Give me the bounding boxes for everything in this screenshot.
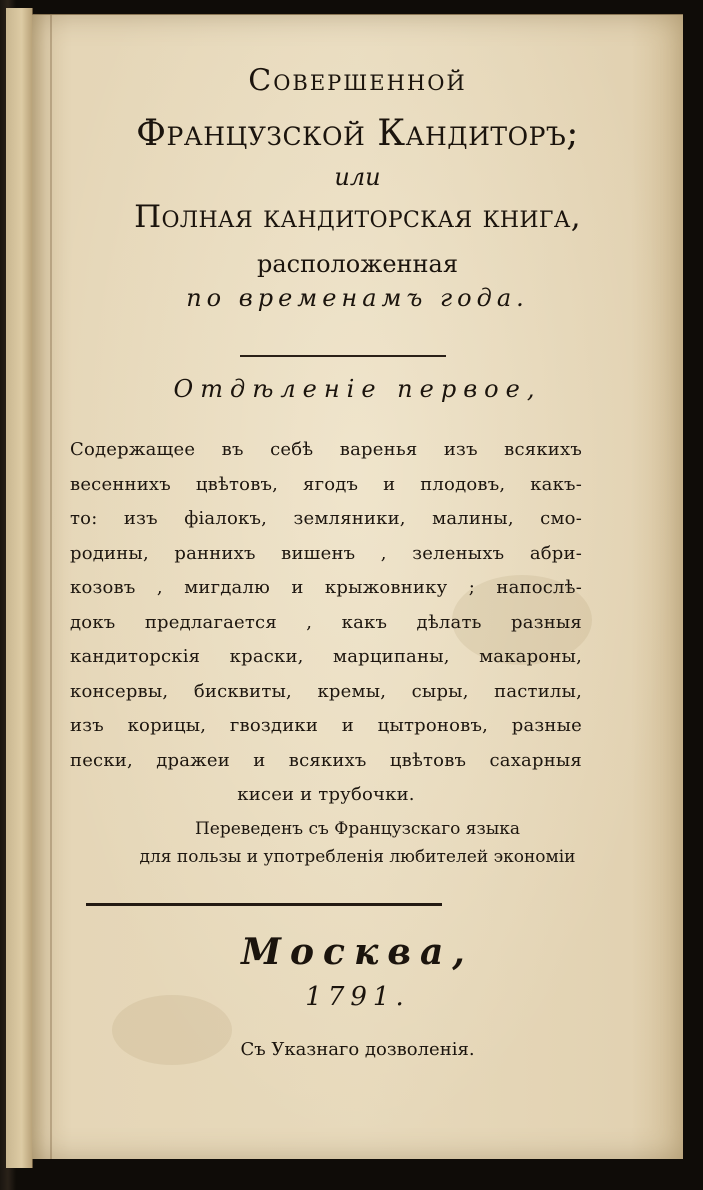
description-line: весеннихъ цвѣтовъ, ягодъ и плодовъ, какъ- — [70, 473, 582, 495]
description-line: козовъ , мигдалю и крыжовнику ; напослѣ- — [70, 577, 582, 598]
translation-note — [32, 815, 683, 871]
section-description — [70, 433, 582, 813]
title-block — [32, 61, 683, 315]
translation-line-2: для пользы и употребленія любителей экономіи — [139, 847, 576, 867]
title-line-4: Полная кандиторская книга, — [134, 199, 581, 235]
long-divider — [86, 903, 442, 906]
previous-page-edge — [6, 8, 33, 1168]
translation-line-1: Переведенъ съ Французскаго языка — [194, 819, 521, 839]
description-line: докъ предлагается , какъ дѣлать разныя — [70, 611, 582, 633]
title-line-1: Совершенной — [248, 63, 467, 98]
title-line-2: Французской Кандиторъ; — [136, 113, 579, 154]
description-line: Содержащее въ себѣ варенья изъ всякихъ — [70, 439, 582, 460]
title-line-6: по временамъ года. — [186, 284, 529, 312]
title-page — [32, 14, 683, 1159]
description-line: пески, дражеи и всякихъ цвѣтовъ сахарныя — [70, 749, 582, 771]
description-line: родины, раннихъ вишенъ , зеленыхъ абри- — [70, 542, 582, 564]
description-line: кисеи и трубочки. — [237, 784, 415, 805]
imprint-city: Москва, — [241, 931, 474, 973]
title-line-5: расположенная — [257, 250, 458, 278]
imprint — [32, 927, 683, 1065]
title-line-3: или — [334, 163, 381, 191]
short-divider — [240, 355, 446, 357]
imprint-year: 1791. — [305, 982, 410, 1012]
imprint-permission: Съ Указнаго дозволенія. — [240, 1039, 475, 1060]
section-heading: Отдѣленіе первое, — [173, 375, 542, 403]
description-line: изъ корицы, гвоздики и цытроновъ, разные — [70, 715, 582, 736]
description-line: то: изъ фіалокъ, земляники, малины, смо- — [70, 508, 582, 529]
description-line: кандиторскія краски, марципаны, макароны, — [70, 646, 582, 667]
description-line: консервы, бисквиты, кремы, сыры, пастилы, — [70, 680, 582, 702]
